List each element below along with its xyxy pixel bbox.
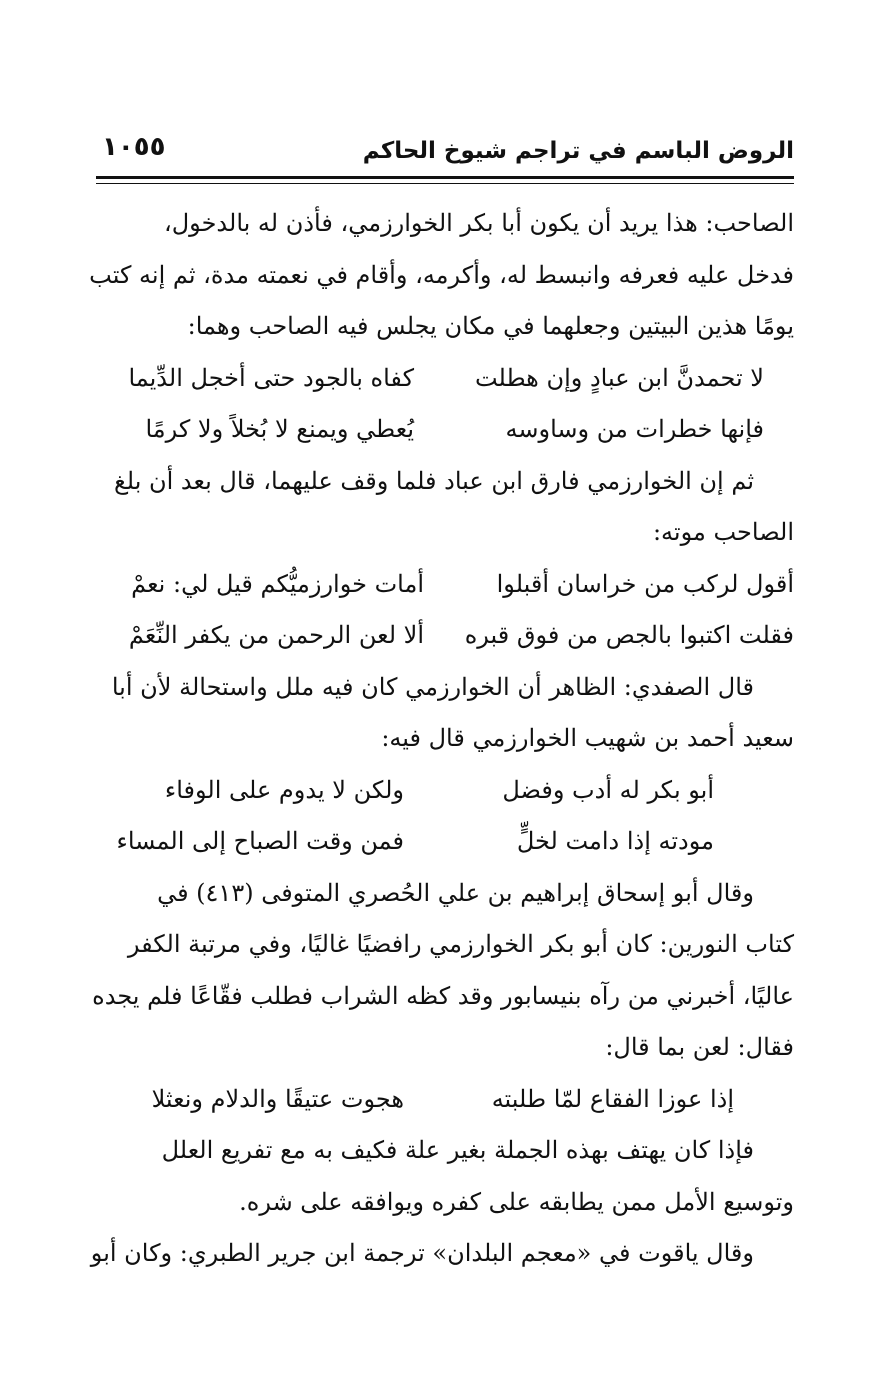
text-line: قال الصفدي: الظاهر أن الخوارزمي كان فيه ملل واستحالة لأن أبا [111, 672, 754, 701]
verse-line [96, 1074, 794, 1126]
running-header [96, 132, 794, 176]
text-line: كتاب النورين: كان أبو بكر الخوارزمي رافضيًا غاليًا، وفي مرتبة الكفر [127, 930, 794, 958]
text-line: فقال: لعن بما قال: [605, 1033, 794, 1061]
verse-first-hemistich: فإنها خطرات من وساوسه [505, 415, 764, 443]
verse-second-hemistich: ألا لعن الرحمن من يكفر النِّعَمْ [128, 621, 424, 649]
paragraph-5 [96, 1125, 794, 1228]
paragraph-2 [96, 456, 794, 559]
verse-first-hemistich: لا تحمدنَّ ابن عبادٍ وإن هطلت [474, 363, 764, 392]
verse-second-hemistich: كفاه بالجود حتى أخجل الدِّيما [128, 363, 414, 392]
text-line: الصاحب موته: [652, 518, 794, 546]
header-rule-thick [96, 176, 794, 179]
text-line: وقال أبو إسحاق إبراهيم بن علي الحُصري المتوفى (٤١٣) في [157, 878, 754, 907]
verse-line [96, 765, 794, 817]
page-number: ١٠٥٥ [102, 132, 166, 162]
verse-second-hemistich: يُعطي ويمنع لا بُخلاً ولا كرمًا [145, 415, 414, 443]
text-line: ثم إن الخوارزمي فارق ابن عباد فلما وقف عليهما، قال بعد أن بلغ [113, 466, 754, 495]
verse-line [96, 559, 794, 611]
verse-first-hemistich: إذا عوزا الفقاع لمّا طلبته [491, 1084, 734, 1113]
verse-line [96, 404, 794, 456]
body-text [89, 198, 794, 1280]
verse-first-hemistich: فقلت اكتبوا بالجص من فوق قبره [464, 621, 794, 649]
header-rule-thin [96, 183, 794, 184]
text-line: عاليًا، أخبرني من رآه بنيسابور وقد كظه الشراب فطلب فقّاعًا فلم يجده [92, 981, 794, 1010]
verse-line [96, 816, 794, 868]
verse-first-hemistich: أبو بكر له أدب وفضل [502, 775, 714, 804]
verse-first-hemistich: أقول لركب من خراسان أقبلوا [496, 569, 794, 598]
verse-second-hemistich: ولكن لا يدوم على الوفاء [164, 775, 404, 804]
text-line: وقال ياقوت في «معجم البلدان» ترجمة ابن جرير الطبري: وكان أبو [90, 1239, 754, 1267]
text-line: وتوسيع الأمل ممن يطابقه على كفره ويوافقه على شره. [239, 1187, 794, 1216]
text-line: يومًا هذين البيتين وجعلهما في مكان يجلس فيه الصاحب وهما: [187, 312, 794, 340]
paragraph-4 [92, 868, 794, 1074]
paragraph-1 [89, 198, 794, 353]
paragraph-3 [96, 662, 794, 765]
verse-line [96, 610, 794, 662]
book-title: الروض الباسم في تراجم شيوخ الحاكم [362, 138, 794, 164]
text-line: فإذا كان يهتف بهذه الجملة بغير علة فكيف به مع تفريع العلل [161, 1136, 754, 1164]
verse-second-hemistich: فمن وقت الصباح إلى المساء [116, 827, 404, 855]
text-line: سعيد أحمد بن شهيب الخوارزمي قال فيه: [381, 724, 794, 752]
text-line: الصاحب: هذا يريد أن يكون أبا بكر الخوارزمي، فأذن له بالدخول، [163, 209, 794, 237]
verse-second-hemistich: هجوت عتيقًا والدلام ونعثلا [151, 1084, 404, 1113]
text-line: فدخل عليه فعرفه وانبسط له، وأكرمه، وأقام في نعمته مدة، ثم إنه كتب [89, 260, 794, 289]
verse-line [96, 353, 794, 405]
verse-first-hemistich: مودته إذا دامت لخلٍّ [516, 827, 714, 855]
paragraph-6 [90, 1228, 794, 1280]
verse-second-hemistich: أمات خوارزميُّكم قيل لي: نعمْ [131, 569, 424, 598]
